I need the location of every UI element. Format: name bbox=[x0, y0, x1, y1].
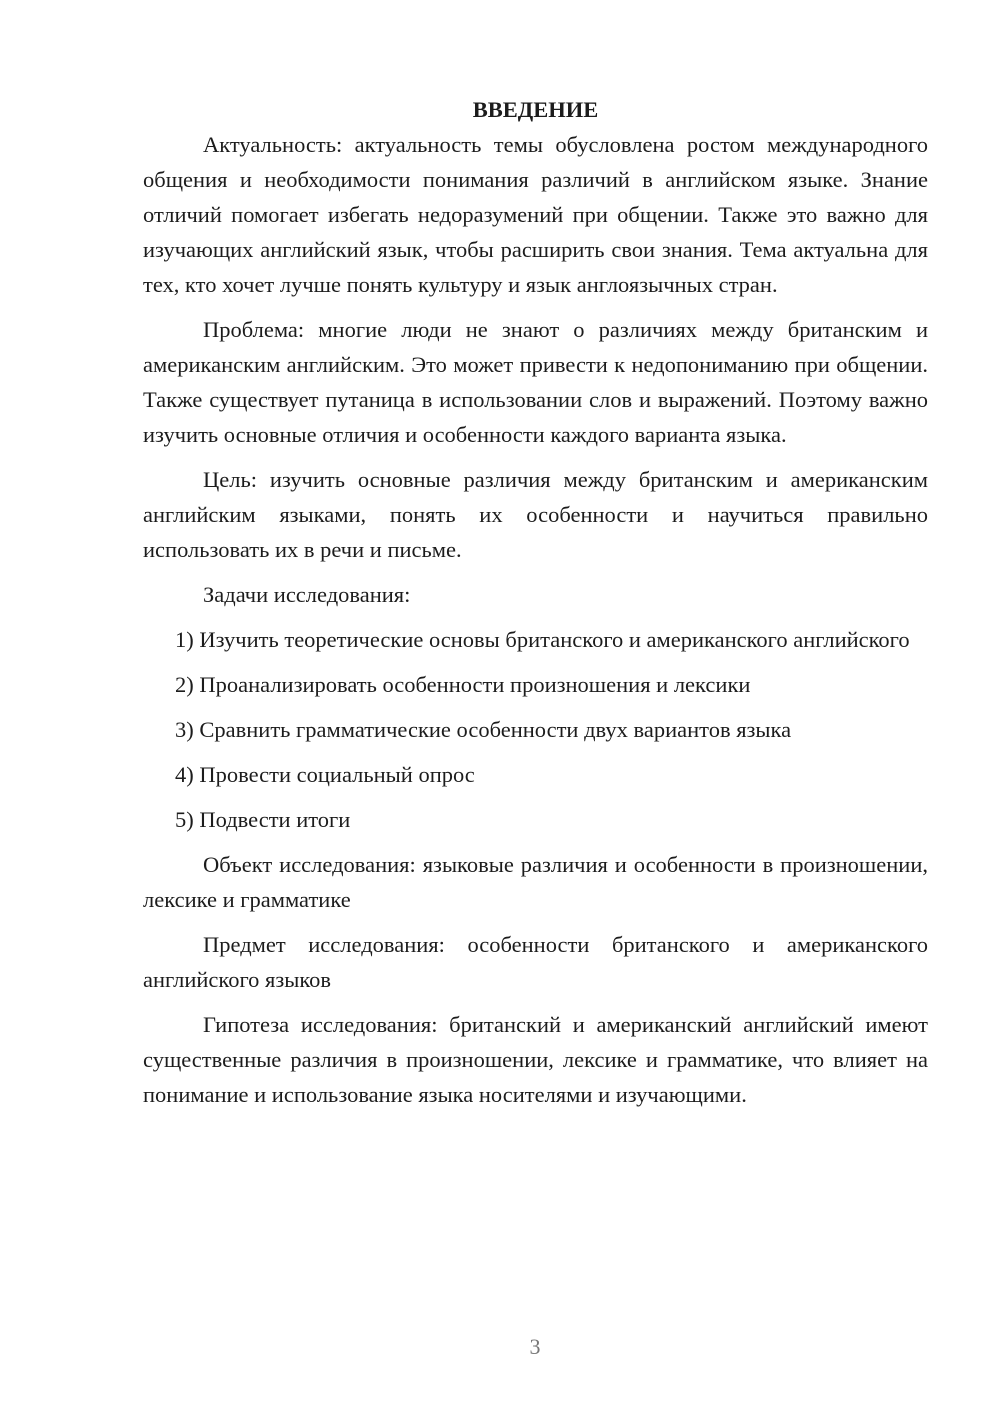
paragraph-subject: Предмет исследования: особенности британского и американского английского языков bbox=[143, 932, 928, 992]
page-number: 3 bbox=[529, 1334, 541, 1359]
list-item: 4) Провести социальный опрос bbox=[175, 762, 475, 787]
list-item: 2) Проанализировать особенности произношения и лексики bbox=[175, 672, 751, 697]
page-title: ВВЕДЕНИЕ bbox=[472, 97, 599, 122]
paragraph-object: Объект исследования: языковые различия и особенности в произношении, лексике и грамматике bbox=[143, 852, 928, 912]
paragraph-relevance: Актуальность: актуальность темы обусловлена ростом международного общения и необходимости понимания различий в английском языке. Знание отличий помогает избегать недоразумений при общении. Также это важно для изучающих английский язык, чтобы расширить свои знания. Тема актуальна для тех, кто хочет лучше понять культуру и язык англоязычных стран. bbox=[143, 132, 928, 297]
document-page bbox=[143, 92, 928, 1112]
list-item: 3) Сравнить грамматические особенности двух вариантов языка bbox=[175, 717, 792, 742]
paragraph-hypothesis: Гипотеза исследования: британский и американский английский имеют существенные различия в произношении, лексике и грамматике, что влияет на понимание и использование языка носителями и изучающими. bbox=[143, 1012, 928, 1107]
list-item: 1) Изучить теоретические основы британского и американского английского bbox=[175, 627, 910, 652]
list-item: 5) Подвести итоги bbox=[175, 807, 351, 832]
tasks-list bbox=[143, 622, 928, 837]
paragraph-problem: Проблема: многие люди не знают о различиях между британским и американским английским. Это может привести к недопониманию при общении. Также существует путаница в использовании слов и выражений. Поэтому важно изучить основные отличия и особенности каждого варианта языка. bbox=[143, 317, 928, 447]
paragraph-goal: Цель: изучить основные различия между британским и американским английским языками, понять их особенности и научиться правильно использовать их в речи и письме. bbox=[143, 467, 928, 562]
tasks-heading: Задачи исследования: bbox=[203, 582, 411, 607]
